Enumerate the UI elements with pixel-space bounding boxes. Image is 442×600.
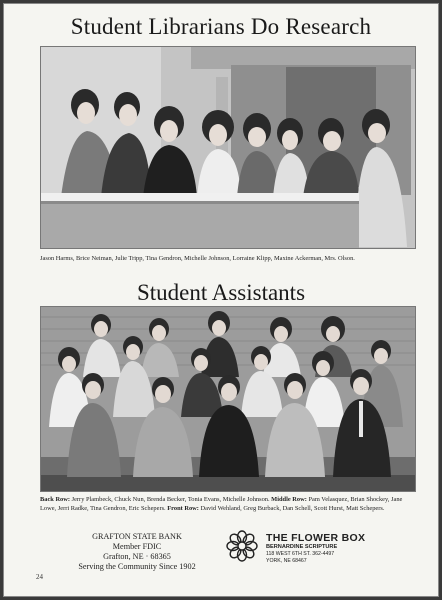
middle-row-names: Pam Velasquez, Brian Shockey, Jane Lowe, Jerri Radke, Tina Gendron, Eric Schepers. [40,496,403,512]
yearbook-page [3,3,439,597]
bank-ad [62,532,212,572]
assistants-caption [40,496,414,513]
librarians-photo [40,46,416,249]
flower-box-city: YORK, NE 68467 [266,558,307,564]
back-row-names: Jerry Plambeck, Chuck Nun, Brenda Becker, Tonia Evans, Michelle Johnson. [71,496,270,503]
bank-city: Grafton, NE · 68365 [103,552,171,561]
bank-slogan: Serving the Community Since 1902 [78,562,196,571]
flower-box-address: 118 WEST 6TH ST. 362-4497 [266,551,335,557]
front-row-names: David Wehland, Greg Burback, Dan Schell, Scott Hurst, Matt Schepers. [200,504,385,512]
page-number: 24 [36,573,43,581]
flower-box-ad [266,532,416,565]
section-title-assistants: Student Assistants [136,280,306,305]
librarians-caption: Jason Harms, Brice Neiman, Julie Tripp, Tina Gendron, Michelle Johnson, Lorraine Klipp, Maxine Ackerman, Mrs. Olson. [40,255,355,262]
front-row-label: Front Row: [167,504,199,512]
librarians-photo-art [41,47,415,248]
back-row-label: Back Row: [40,496,70,503]
flower-icon [226,530,258,562]
assistants-photo-art [41,307,415,491]
flower-box-owner: BERNARDINE SCRIPTURE [266,544,338,550]
middle-row-label: Middle Row: [271,496,307,503]
assistants-photo [40,306,416,492]
section-title-librarians: Student Librarians Do Research [70,14,372,39]
bank-member: Member FDIC [112,542,162,551]
bank-name: GRAFTON STATE BANK [92,532,182,541]
flower-box-name: THE FLOWER BOX [266,532,366,544]
